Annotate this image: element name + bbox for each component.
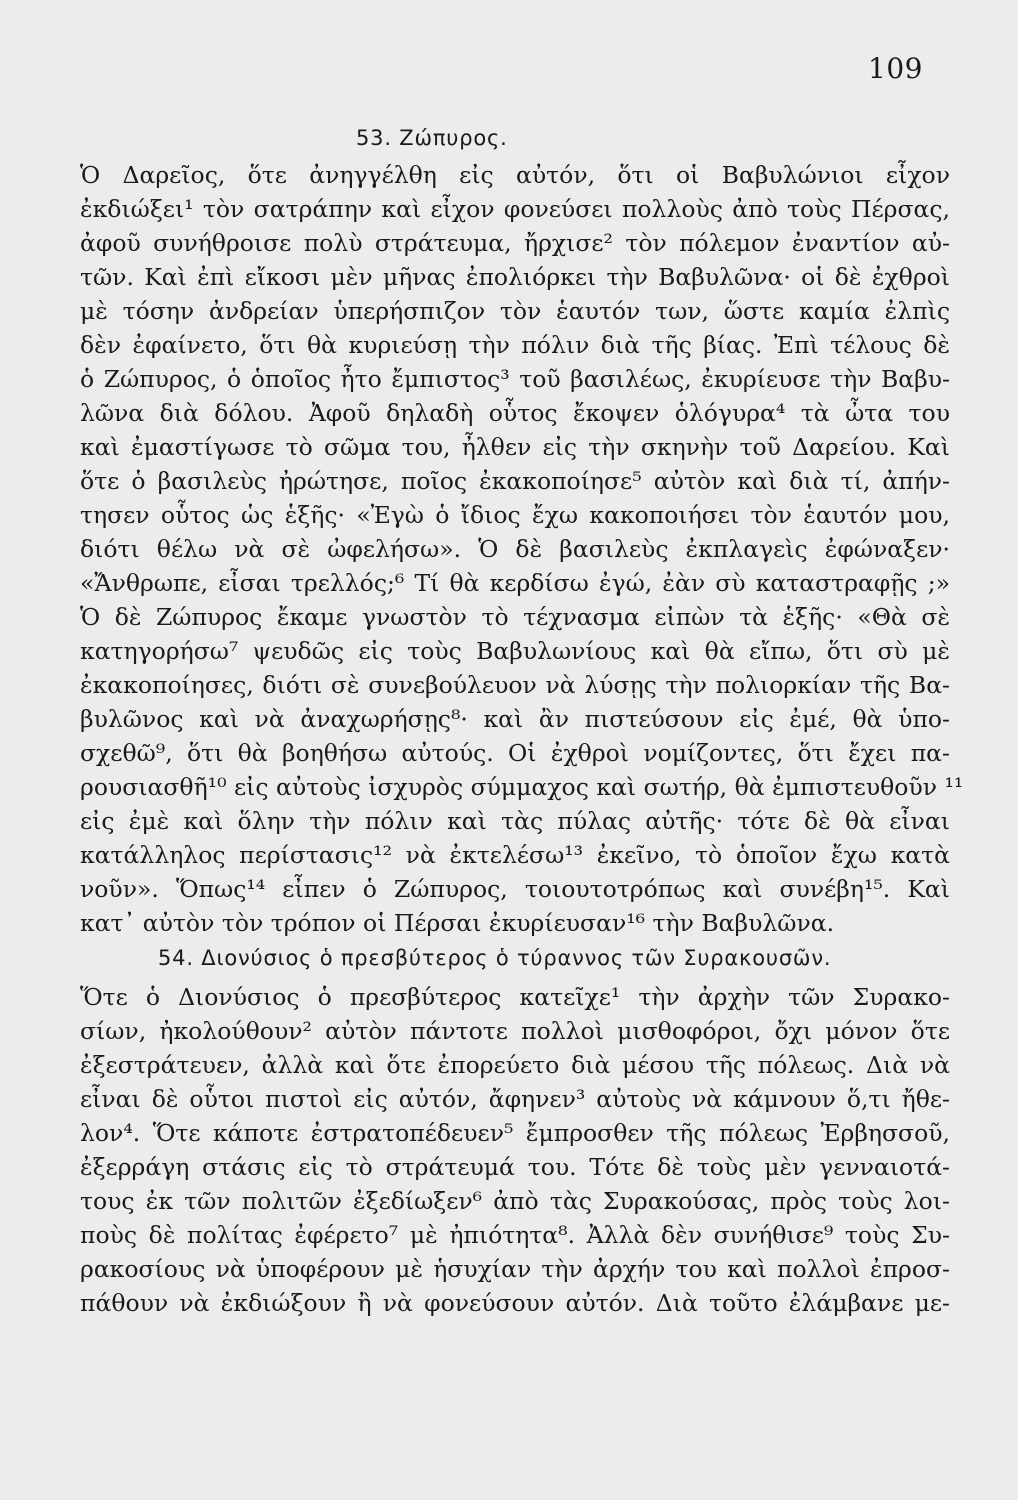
text-line: ἀφοῦ συνήθροισε πολὺ στράτευμα, ἤρχισε² τὸν πόλεμον ἐναντίον αὐ- [80,229,950,257]
text-line: σχεθῶ⁹, ὅτι θὰ βοηθήσω αὐτούς. Οἱ ἐχθροὶ νομίζοντες, ὅτι ἔχει πα- [80,739,950,767]
text-line: ρακοσίους νὰ ὑποφέρουν μὲ ἡσυχίαν τὴν ἀρχήν του καὶ πολλοὶ ἐπροσ- [80,1255,950,1283]
text-line: μὲ τόσην ἀνδρείαν ὑπερήσπιζον τὸν ἑαυτόν των, ὥστε καμία ἐλπὶς [80,297,950,325]
text-line: διότι θέλω νὰ σὲ ὠφελήσω». Ὁ δὲ βασιλεὺς ἐκπλαγεὶς ἐφώναξεν· [80,535,950,563]
text-line: λον⁴. Ὅτε κάποτε ἐστρατοπέδευεν⁵ ἔμπροσθεν τῆς πόλεως Ἐρβησσοῦ, [80,1119,950,1147]
text-line: ρουσιασθῆ¹⁰ εἰς αὐτοὺς ἰσχυρὸς σύμμαχος καὶ σωτήρ, θὰ ἐμπιστευθοῦν ¹¹ [80,773,964,801]
text-line: δὲν ἐφαίνετο, ὅτι θὰ κυριεύσῃ τὴν πόλιν διὰ τῆς βίας. Ἐπὶ τέλους δὲ [80,331,950,359]
text-line: Ὁ δὲ Ζώπυρος ἔκαμε γνωστὸν τὸ τέχνασμα εἰπὼν τὰ ἑξῆς· «Θὰ σὲ [80,603,950,631]
page-number: 109 [868,52,923,85]
text-line: ὁ Ζώπυρος, ὁ ὁποῖος ἦτο ἔμπιστος³ τοῦ βασιλέως, ἐκυρίευσε τὴν Βαβυ- [80,365,950,393]
text-line: τησεν οὗτος ὡς ἑξῆς· «Ἐγὼ ὁ ἴδιος ἔχω κακοποιήσει τὸν ἑαυτόν μου, [80,501,950,529]
text-line: τους ἐκ τῶν πολιτῶν ἐξεδίωξεν⁶ ἀπὸ τὰς Συρακούσας, πρὸς τοὺς λοι- [80,1187,950,1215]
text-line: τῶν. Καὶ ἐπὶ εἴκοσι μὲν μῆνας ἐπολιόρκει τὴν Βαβυλῶνα· οἱ δὲ ἐχθροὶ [80,263,950,291]
text-line: κατάλληλος περίστασις¹² νὰ ἐκτελέσω¹³ ἐκεῖνο, τὸ ὁποῖον ἔχω κατὰ [80,841,950,869]
text-line: ἐκακοποίησες, διότι σὲ συνεβούλευον νὰ λύσῃς τὴν πολιορκίαν τῆς Βα- [80,671,950,699]
text-line: βυλῶνος καὶ νὰ ἀναχωρήσῃς⁸· καὶ ἂν πιστεύσουν εἰς ἐμέ, θὰ ὑπο- [80,705,950,733]
text-line: εἰς ἐμὲ καὶ ὅλην τὴν πόλιν καὶ τὰς πύλας αὐτῆς· τότε δὲ θὰ εἶναι [80,807,950,835]
text-line: κατ᾽ αὐτὸν τὸν τρόπον οἱ Πέρσαι ἐκυρίευσαν¹⁶ τὴν Βαβυλῶνα. [80,909,835,937]
text-line: πάθουν νὰ ἐκδιώξουν ἢ νὰ φονεύσουν αὐτόν. Διὰ τοῦτο ἐλάμβανε με- [80,1289,950,1317]
section-53-heading: 53. Ζώπυρος. [356,126,508,150]
text-line: Ὅτε ὁ Διονύσιος ὁ πρεσβύτερος κατεῖχε¹ τὴν ἀρχὴν τῶν Συρακο- [80,983,950,1011]
text-line: νοῦν». Ὅπως¹⁴ εἶπεν ὁ Ζώπυρος, τοιουτοτρόπως καὶ συνέβη¹⁵. Καὶ [80,875,950,903]
text-line: «Ἄνθρωπε, εἶσαι τρελλός;⁶ Τί θὰ κερδίσω ἐγώ, ἐὰν σὺ καταστραφῇς ;» [80,569,950,597]
section-54-heading: 54. Διονύσιος ὁ πρεσβύτερος ὁ τύραννος τῶν Συρακουσῶν. [158,946,832,970]
text-line: ποὺς δὲ πολίτας ἐφέρετο⁷ μὲ ἠπιότητα⁸. Ἀλλὰ δὲν συνήθισε⁹ τοὺς Συ- [80,1221,950,1249]
text-line: λῶνα διὰ δόλου. Ἀφοῦ δηλαδὴ οὗτος ἔκοψεν ὁλόγυρα⁴ τὰ ὦτα του [80,399,950,427]
text-line: εἶναι δὲ οὗτοι πιστοὶ εἰς αὐτόν, ἄφηνεν³ αὐτοὺς νὰ κάμνουν ὅ,τι ἤθε- [80,1085,950,1113]
text-line: ὅτε ὁ βασιλεὺς ἠρώτησε, ποῖος ἐκακοποίησε⁵ αὐτὸν καὶ διὰ τί, ἀπήν- [80,467,950,495]
text-line: ἐξερράγη στάσις εἰς τὸ στράτευμά του. Τότε δὲ τοὺς μὲν γενναιοτά- [80,1153,950,1181]
text-line: σίων, ἠκολούθουν² αὐτὸν πάντοτε πολλοὶ μισθοφόροι, ὄχι μόνον ὅτε [80,1017,950,1045]
text-line: Ὁ Δαρεῖος, ὅτε ἀνηγγέλθη εἰς αὐτόν, ὅτι οἱ Βαβυλώνιοι εἶχον [80,161,950,189]
text-line: ἐκδιώξει¹ τὸν σατράπην καὶ εἶχον φονεύσει πολλοὺς ἀπὸ τοὺς Πέρσας, [80,195,950,223]
text-line: κατηγορήσω⁷ ψευδῶς εἰς τοὺς Βαβυλωνίους καὶ θὰ εἴπω, ὅτι σὺ μὲ [80,637,950,665]
text-line: καὶ ἐμαστίγωσε τὸ σῶμα του, ἦλθεν εἰς τὴν σκηνὴν τοῦ Δαρείου. Καὶ [80,433,950,461]
text-line: ἐξεστράτευεν, ἀλλὰ καὶ ὅτε ἐπορεύετο διὰ μέσου τῆς πόλεως. Διὰ νὰ [80,1051,950,1079]
